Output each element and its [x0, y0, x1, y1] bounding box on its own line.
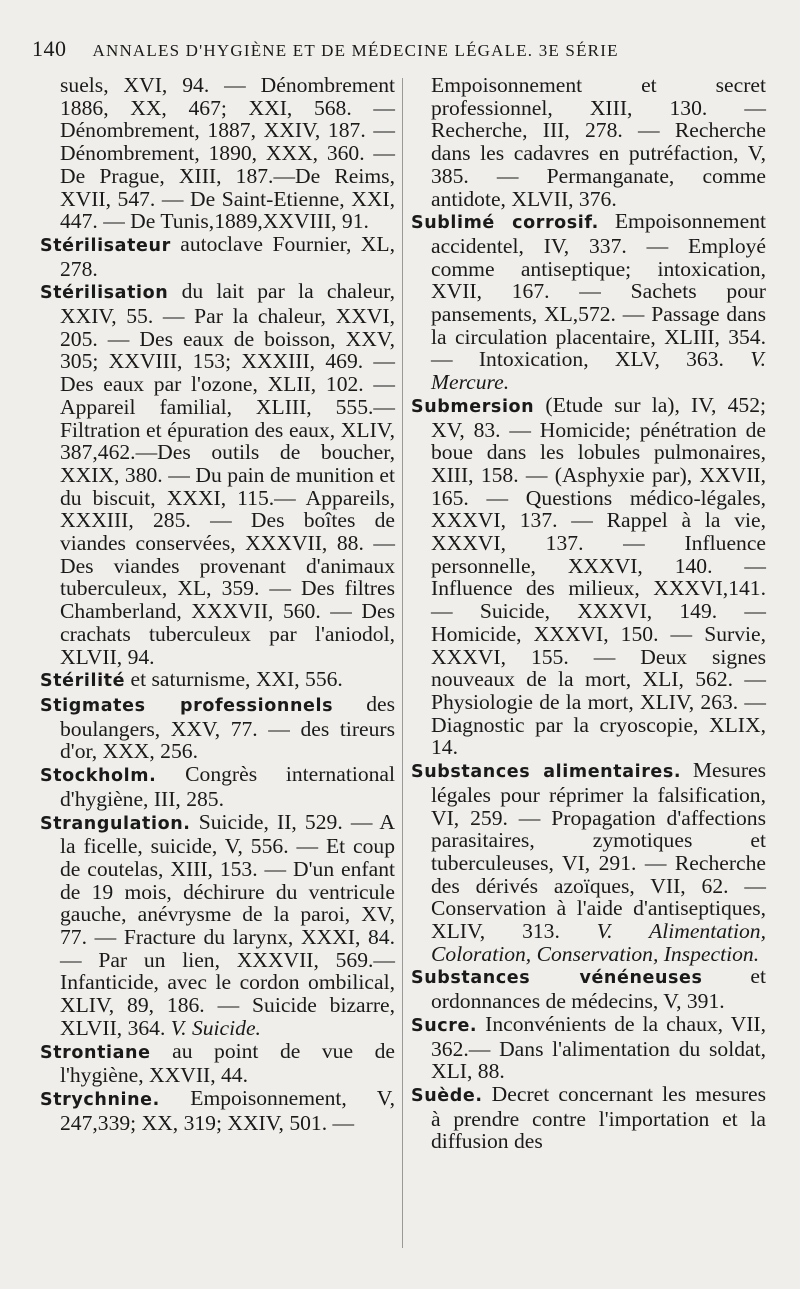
index-term: Stérilisation: [40, 283, 169, 304]
left-column: [40, 74, 395, 1134]
index-term: Substances alimentaires.: [411, 762, 682, 783]
index-references: Suicide, II, 529. — A la ficelle, suicide, V, 556. — Et coup de coutelas, XIII, 153. — D'un enfant de 19 mois, déchirure du ventricule gauche, anévrysme de la paroi, XV, 77. — Fracture du larynx, XXXI, 84. — Par un lien, XXXVII, 569.— Infanticide, avec le cordon ombilical, XLIV, 89, 186. — Suicide bizarre, XLVII, 364.: [60, 809, 395, 1040]
index-entry: [40, 280, 395, 668]
index-references: du lait par la chaleur, XXIV, 55. — Par la chaleur, XXVI, 205. — Des eaux de boisson, XXV, 305; XXVIII, 153; XXXIII, 469. — Des eaux par l'ozone, XLII, 102. — Appareil familial, XLIII, 555.— Filtration et épuration des eaux, XLIV, 387,462.—Des outils de boucher, XXIX, 380. — Du pain de munition et du biscuit, XXXI, 115.— Appareils, XXXIII, 285. — Des boîtes de viandes conservées, XXXVII, 88. — Des viandes provenant d'animaux tuberculeux, XL, 359. — Des filtres Chamberland, XXXVII, 560. — Des crachats tuberculeux par l'aniodol, XLVII, 94.: [60, 279, 395, 669]
index-term: Strontiane: [40, 1042, 151, 1063]
index-entry: [40, 763, 395, 810]
index-entry: [411, 1013, 766, 1083]
index-entry-continuation: [40, 74, 395, 233]
index-term: Substances vénéneuses: [411, 968, 703, 989]
index-references: autoclave Fournier, XL, 278.: [60, 231, 395, 281]
index-term: Stérilité: [40, 671, 126, 692]
index-references: des boulangers, XXV, 77. — des tireurs d'or, XXX, 256.: [60, 691, 395, 764]
index-entry: [411, 210, 766, 394]
index-references: Empoisonnement, V, 247,339; XX, 319; XXIV, 501. —: [60, 1085, 395, 1135]
index-term: Suède.: [411, 1085, 483, 1106]
index-entry: [40, 1040, 395, 1087]
index-entry: [40, 233, 395, 280]
index-entry: [40, 693, 395, 763]
index-references: et saturnisme, XXI, 556.: [125, 667, 343, 692]
index-term: Stockholm.: [40, 766, 157, 787]
index-term: Stigmates professionnels: [40, 695, 334, 716]
column-divider: [402, 78, 403, 1248]
index-entry: [411, 1083, 766, 1153]
see-also-reference: V. Alimentation, Coloration, Conservation, Inspection.: [431, 919, 766, 966]
index-term: Strychnine.: [40, 1089, 160, 1110]
index-references: Inconvénients de la chaux, VII, 362.— Dans l'alimentation du soldat, XLI, 88.: [431, 1011, 766, 1084]
page-number: 140: [32, 36, 67, 61]
index-references: Decret concernant les mesures à prendre contre l'importation et la diffusion des: [431, 1081, 766, 1154]
see-also-reference: V. Suicide.: [170, 1015, 261, 1040]
index-references: (Etude sur la), IV, 452; XV, 83. — Homicide; pénétration de boue dans les lobules pulmonaires, XIII, 158. — (Asphyxie par), XXVII, 165. — Questions médico-légales, XXXVI, 137. — Rappel à la vie, XXXVI, 137. — Influence personnelle, XXXVI, 140. — Influence des milieux, XXXVI,141. — Suicide, XXXVI, 149. — Homicide, XXXVI, 150. — Survie, XXXVI, 155. — Deux signes nouveaux de la mort, XLI, 562. — Physiologie de la mort, XLIV, 263. — Diagnostic par la cryoscopie, XLIX, 14.: [431, 392, 766, 760]
index-references: Mesures légales pour réprimer la falsification, VI, 259. — Propagation d'affections parasitaires, zymotiques et tuberculeuses, VI, 291. — Recherche des dérivés azoïques, VII, 62. — Conservation à l'aide d'antiseptiques, XLIV, 313.: [431, 758, 766, 944]
page-header: [32, 36, 770, 68]
index-term: Sublimé corrosif.: [411, 213, 599, 234]
right-column: [411, 74, 766, 1153]
index-entry: [40, 811, 395, 1040]
index-entry-continuation: [411, 74, 766, 210]
index-references: Congrès international d'hygiène, III, 285.: [60, 762, 395, 811]
index-entry: [40, 668, 395, 693]
index-entry: [411, 759, 766, 965]
running-head: ANNALES D'HYGIÈNE ET DE MÉDECINE LÉGALE. 3E SÉRIE: [92, 41, 619, 60]
index-entry: [411, 965, 766, 1012]
index-references: Empoisonnement et secret professionnel, XIII, 130. — Recherche, III, 278. — Recherche dans les cadavres en putréfaction, V, 385. — Permanganate, comme antidote, XLVII, 376.: [431, 73, 766, 211]
index-term: Stérilisateur: [40, 235, 171, 256]
index-references: Empoisonnement accidentel, IV, 337. — Employé comme antiseptique; intoxication, XVII, 167. — Sachets pour pansements, XL,572. — Passage dans la circulation placentaire, XLIII, 354. — Intoxication, XLV, 363.: [431, 209, 766, 372]
index-term: Strangulation.: [40, 813, 191, 834]
index-references: et ordonnances de médecins, V, 391.: [431, 964, 766, 1014]
index-term: Submersion: [411, 396, 535, 417]
index-entry: [411, 394, 766, 759]
index-entry: [40, 1087, 395, 1134]
index-references: au point de vue de l'hygiène, XXVII, 44.: [60, 1038, 395, 1088]
index-term: Sucre.: [411, 1015, 478, 1036]
index-references: suels, XVI, 94. — Dénombrement 1886, XX, 467; XXI, 568. —Dénombrement, 1887, XXIV, 187. — Dénombrement, 1890, XXX, 360. — De Prague, XIII, 187.—De Reims, XVII, 547. — De Saint-Etienne, XXI, 447. — De Tunis,1889,XXVIII, 91.: [60, 73, 395, 234]
see-also-reference: V. Mercure.: [431, 347, 766, 395]
